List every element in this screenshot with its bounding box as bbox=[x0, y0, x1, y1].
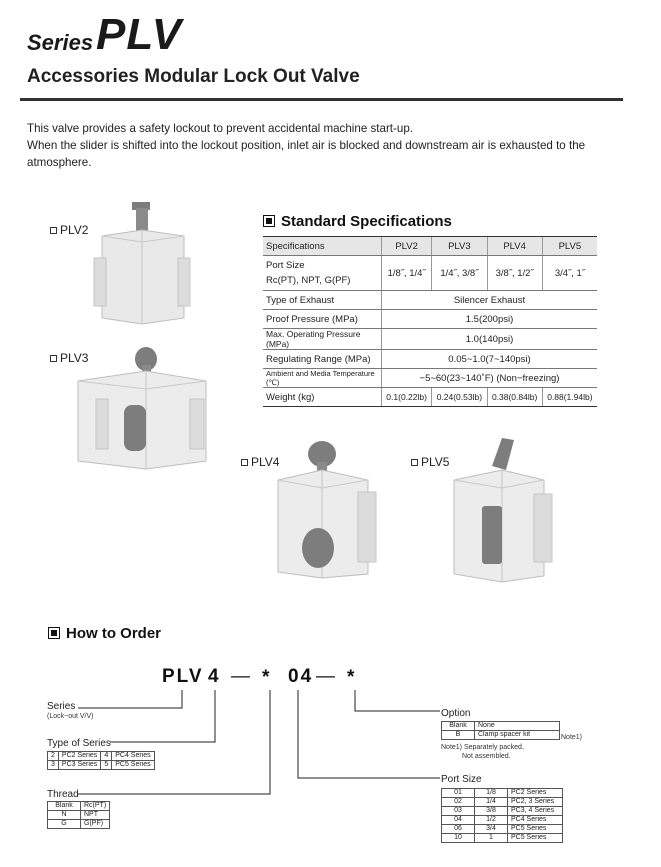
product-label-text: PLV5 bbox=[421, 455, 450, 469]
series-code: PLV bbox=[96, 10, 183, 59]
port-size-table bbox=[441, 788, 563, 843]
cell: PC3, 4 Series bbox=[508, 807, 563, 816]
cell: Rc(PT) bbox=[81, 802, 110, 811]
row-label: Type of Exhaust bbox=[263, 291, 382, 310]
cell: Blank bbox=[442, 722, 475, 731]
col-header: PLV4 bbox=[487, 237, 542, 256]
option-note-2: Not assembled. bbox=[462, 753, 511, 760]
row-label: Weight (kg) bbox=[263, 388, 382, 407]
order-code-dash-1: — bbox=[231, 666, 252, 687]
table-row bbox=[48, 820, 110, 829]
page-title: Accessories Modular Lock Out Valve bbox=[27, 66, 360, 87]
cell: NPT bbox=[81, 811, 110, 820]
cell: 3/8 bbox=[475, 807, 508, 816]
table-row bbox=[48, 811, 110, 820]
cell: 10 bbox=[442, 834, 475, 843]
cell: 04 bbox=[442, 816, 475, 825]
cell: PC2 Series bbox=[58, 752, 100, 761]
table-row bbox=[48, 761, 155, 770]
cell: 06 bbox=[442, 825, 475, 834]
cell: 01 bbox=[442, 789, 475, 798]
intro-line-2: When the slider is shifted into the lockout position, inlet air is blocked and downstream air is exhausted to the atmosphere. bbox=[27, 139, 586, 169]
cell: PC5 Series bbox=[112, 761, 154, 770]
cell: 3/8˝, 1/2˝ bbox=[487, 256, 542, 291]
cell: 1 bbox=[475, 834, 508, 843]
thread-table bbox=[47, 801, 110, 829]
order-code-series: PLV bbox=[162, 666, 204, 687]
cell: 3/4˝, 1˝ bbox=[542, 256, 597, 291]
cell: Blank bbox=[48, 802, 81, 811]
option-label: Option bbox=[441, 708, 471, 719]
series-label: Series bbox=[47, 701, 76, 712]
cell: 3/4 bbox=[475, 825, 508, 834]
cell: PC4 Series bbox=[508, 816, 563, 825]
series-sublabel: (Lock−out V/V) bbox=[47, 713, 94, 720]
cell: Clamp spacer kit bbox=[475, 731, 560, 740]
cell: 1.0(140psi) bbox=[382, 329, 598, 350]
order-heading-text: How to Order bbox=[66, 625, 162, 642]
cell: 1/4˝, 3/8˝ bbox=[432, 256, 487, 291]
cell: 1/8 bbox=[475, 789, 508, 798]
option-note-1: Note1) Separately packed, bbox=[441, 744, 524, 751]
row-label: Proof Pressure (MPa) bbox=[263, 310, 382, 329]
table-row bbox=[48, 802, 110, 811]
cell: G bbox=[48, 820, 81, 829]
table-row bbox=[48, 752, 155, 761]
cell: 3 bbox=[48, 761, 59, 770]
order-code-port: 04 bbox=[288, 666, 314, 687]
option-note-ref: Note1) bbox=[561, 734, 583, 741]
thread-label: Thread bbox=[47, 789, 79, 800]
cell: PC4 Series bbox=[112, 752, 154, 761]
type-label: Type of Series bbox=[47, 738, 111, 749]
row-label: Ambient and Media Temperature (℃) bbox=[263, 369, 382, 388]
cell: 0.38(0.84lb) bbox=[487, 388, 542, 407]
col-header: Specifications bbox=[263, 237, 382, 256]
cell: PC5 Series bbox=[508, 834, 563, 843]
cell: G(PF) bbox=[81, 820, 110, 829]
port-size-label: Port Size bbox=[266, 260, 305, 271]
cell: −5~60(23~140˚F) (Non−freezing) bbox=[382, 369, 598, 388]
table-row bbox=[442, 807, 563, 816]
cell: 1/4 bbox=[475, 798, 508, 807]
cell: 02 bbox=[442, 798, 475, 807]
cell: 5 bbox=[101, 761, 112, 770]
table-row bbox=[442, 731, 560, 740]
table-row bbox=[442, 816, 563, 825]
cell: 0.05~1.0(7~140psi) bbox=[382, 350, 598, 369]
type-table bbox=[47, 751, 155, 770]
port-size-threads: Rc(PT), NPT, G(PF) bbox=[266, 275, 351, 286]
cell: B bbox=[442, 731, 475, 740]
table-row bbox=[442, 722, 560, 731]
col-header: PLV5 bbox=[542, 237, 597, 256]
cell: 0.88(1.94lb) bbox=[542, 388, 597, 407]
order-code-option: * bbox=[347, 667, 357, 688]
option-table bbox=[441, 721, 560, 740]
series-word: Series bbox=[27, 30, 94, 55]
product-label-text: PLV3 bbox=[60, 351, 89, 365]
cell: 1/2 bbox=[475, 816, 508, 825]
col-header: PLV3 bbox=[432, 237, 487, 256]
port-size-label: Port Size bbox=[441, 774, 482, 785]
cell: N bbox=[48, 811, 81, 820]
cell: 0.1(0.22lb) bbox=[382, 388, 432, 407]
cell: 1.5(200psi) bbox=[382, 310, 598, 329]
cell: 4 bbox=[101, 752, 112, 761]
product-label-text: PLV2 bbox=[60, 223, 89, 237]
cell: PC2 Series bbox=[508, 789, 563, 798]
specs-heading-text: Standard Specifications bbox=[281, 213, 452, 230]
cell: None bbox=[475, 722, 560, 731]
order-code-thread: * bbox=[262, 667, 272, 688]
cell: PC5 Series bbox=[508, 825, 563, 834]
table-row bbox=[442, 789, 563, 798]
col-header: PLV2 bbox=[382, 237, 432, 256]
cell: Silencer Exhaust bbox=[382, 291, 598, 310]
cell: 1/8˝, 1/4˝ bbox=[382, 256, 432, 291]
cell: 0.24(0.53lb) bbox=[432, 388, 487, 407]
order-code-type: 4 bbox=[208, 666, 221, 687]
row-label: Regulating Range (MPa) bbox=[263, 350, 382, 369]
cell: PC2, 3 Series bbox=[508, 798, 563, 807]
order-code-dash-2: — bbox=[316, 666, 337, 687]
table-row bbox=[442, 825, 563, 834]
table-row bbox=[442, 834, 563, 843]
cell: PC3 Series bbox=[58, 761, 100, 770]
table-row bbox=[442, 798, 563, 807]
row-label: Max. Operating Pressure (MPa) bbox=[263, 329, 382, 350]
cell: 03 bbox=[442, 807, 475, 816]
intro-line-1: This valve provides a safety lockout to prevent accidental machine start-up. bbox=[27, 122, 414, 135]
product-label-text: PLV4 bbox=[251, 455, 280, 469]
cell: 2 bbox=[48, 752, 59, 761]
